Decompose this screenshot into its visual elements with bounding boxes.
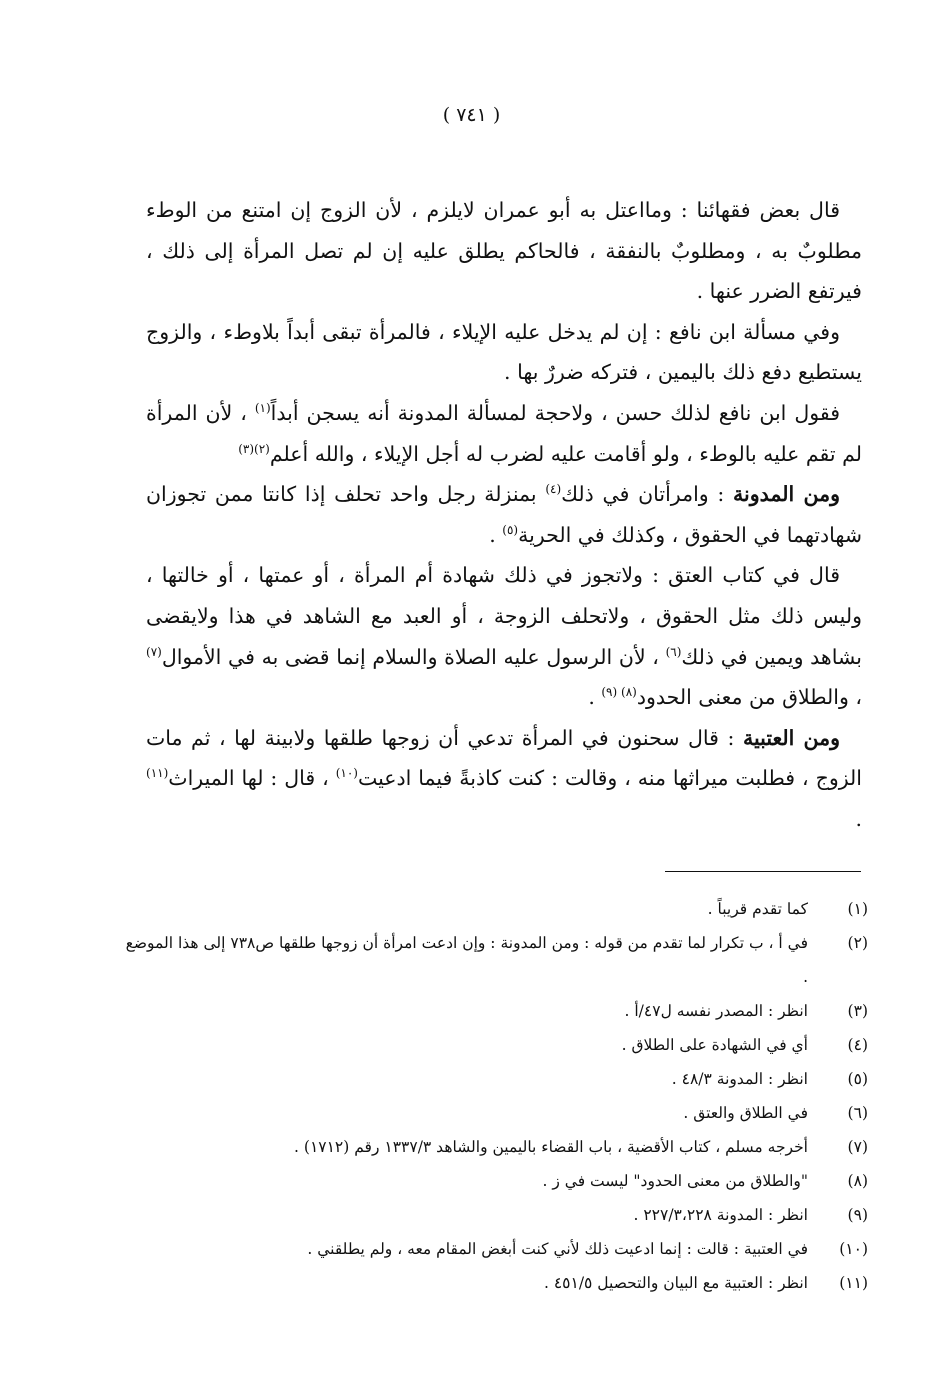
paragraph-text: ، لأن الرسول عليه الصلاة والسلام إنما قضى به في الأموال: [161, 644, 666, 669]
footnote: [120, 1198, 868, 1232]
footnote-reference: (٨) (٩): [601, 685, 637, 700]
footnote: [120, 1028, 868, 1062]
paragraph: [146, 474, 862, 555]
paragraph-text: .: [588, 685, 602, 710]
footnote-number: (١): [847, 900, 868, 918]
footnote-reference: (٦): [665, 644, 682, 659]
footnote-reference: (١): [254, 401, 271, 416]
footnote: [120, 1266, 868, 1300]
footnote-number: (٨): [847, 1172, 868, 1190]
footnote-number: (٧): [847, 1138, 868, 1156]
section-lead: ومن العتبية: [742, 725, 840, 750]
footnote: [120, 926, 868, 994]
paragraph-text: بمنزلة رجل واحد تحلف إذا كانتا ممن تجوزان شهادتهما في الحقوق ، وكذلك في الحرية: [146, 482, 862, 547]
footnotes: [120, 892, 868, 1300]
footnote-number: (٤): [847, 1036, 868, 1054]
paragraph-text: وفي مسألة ابن نافع : إن لم يدخل عليه الإيلاء ، فالمرأة تبقى أبداً بلاوطء ، والزوج يستطيع دفع ذلك باليمين ، فتركه ضررٌ بها .: [146, 319, 862, 385]
footnote-number: (١١): [839, 1274, 868, 1292]
footnote-text: انظر : المصدر نفسه ل٤٧/أ .: [624, 1002, 808, 1020]
footnote-reference: (٧): [146, 644, 162, 659]
footnote: [120, 1062, 868, 1096]
footnote-text: في العتبية : قالت : إنما ادعيت ذلك لأني كنت أبغض المقام معه ، ولم يطلقني .: [307, 1240, 808, 1258]
footnote-text: "والطلاق من معنى الحدود" ليست في ز .: [542, 1172, 808, 1190]
paragraph-text: ، والطلاق من معنى الحدود: [636, 685, 862, 710]
footnote-reference: (٥): [502, 522, 519, 537]
section-lead: ومن المدونة: [733, 482, 840, 507]
footnote-reference: (١١): [146, 766, 169, 781]
footnote-text: كما تقدم قريباً .: [707, 900, 808, 918]
paragraph: [146, 555, 862, 717]
main-text: [146, 190, 862, 840]
footnote-text: أخرجه مسلم ، كتاب الأقضية ، باب القضاء باليمين والشاهد ١٣٣٧/٣ رقم (١٧١٢) .: [294, 1138, 808, 1156]
footnote-number: (٦): [847, 1104, 868, 1122]
paragraph-text: : قال سحنون في المرأة تدعي أن زوجها طلقها ولابينة لها ، ثم مات الزوج ، فطلبت ميراثها منه ، وقالت : كنت كاذبةً فيما ادعيت: [146, 725, 862, 791]
footnote-reference: (٢)(٣): [238, 441, 270, 456]
footnote-divider: [665, 871, 861, 872]
footnote-text: في الطلاق والعتق .: [683, 1104, 808, 1122]
footnote-number: (٢): [847, 934, 868, 952]
paragraph-text: فقول ابن نافع لذلك حسن ، ولاحجة لمسألة المدونة أنه يسجن أبداً: [270, 400, 840, 425]
paragraph-text: : وامرأتان في ذلك: [561, 482, 734, 507]
paragraph: [146, 312, 862, 393]
footnote: [120, 1164, 868, 1198]
footnote: [120, 1096, 868, 1130]
footnote: [120, 1232, 868, 1266]
paragraph: [146, 190, 862, 312]
paragraph-text: ، قال : لها الميراث: [168, 766, 336, 791]
footnote-reference: (٤): [545, 482, 562, 497]
footnote: [120, 892, 868, 926]
footnote: [120, 1130, 868, 1164]
footnote-text: في أ ، ب تكرار لما تقدم من قوله : ومن المدونة : وإن ادعت امرأة أن زوجها طلقها ص٧٣٨ إلى هذا الموضع .: [125, 934, 808, 986]
footnote-number: (٩): [847, 1206, 868, 1224]
paragraph-text: .: [855, 806, 862, 831]
footnote-number: (٥): [847, 1070, 868, 1088]
paragraph: [146, 718, 862, 840]
footnote-text: انظر : المدونة ٢٢٧/٣،٢٢٨ .: [633, 1206, 808, 1224]
footnote-reference: (١٠): [335, 766, 358, 781]
paragraph-text: .: [489, 522, 503, 547]
paragraph-text: قال بعض فقهائنا : ومااعتل به أبو عمران لايلزم ، لأن الزوج إن امتنع من الوطء مطلوبٌ به ، ومطلوبٌ بالنفقة ، فالحاكم يطلق عليه إن لم تصل المرأة إلى ذلك ، فيرتفع الضرر عنها .: [146, 198, 862, 304]
paragraph-text: قال في كتاب العتق : ولاتجوز في ذلك شهادة أم المرأة ، أو عمتها ، أو خالتها ، وليس ذلك مثل الحقوق ، ولاتحلف الزوجة ، أو العبد مع الشاهد في هذا ولايقضى بشاهد ويمين في ذلك: [146, 563, 862, 669]
paragraph: [146, 393, 862, 474]
footnote-text: انظر : المدونة ٤٨/٣ .: [671, 1070, 808, 1088]
footnote-text: أي في الشهادة على الطلاق .: [621, 1036, 808, 1054]
footnote-text: انظر : العتبية مع البيان والتحصيل ٤٥١/٥ .: [543, 1274, 808, 1292]
paragraph-text: ، لأن المرأة لم تقم عليه بالوطء ، ولو أقامت عليه لضرب له أجل الإيلاء ، والله أعلم: [146, 400, 862, 466]
footnote-number: (١٠): [839, 1240, 868, 1258]
page-number: ( ٧٤١ ): [442, 104, 501, 126]
footnote: [120, 994, 868, 1028]
footnote-number: (٣): [847, 1002, 868, 1020]
